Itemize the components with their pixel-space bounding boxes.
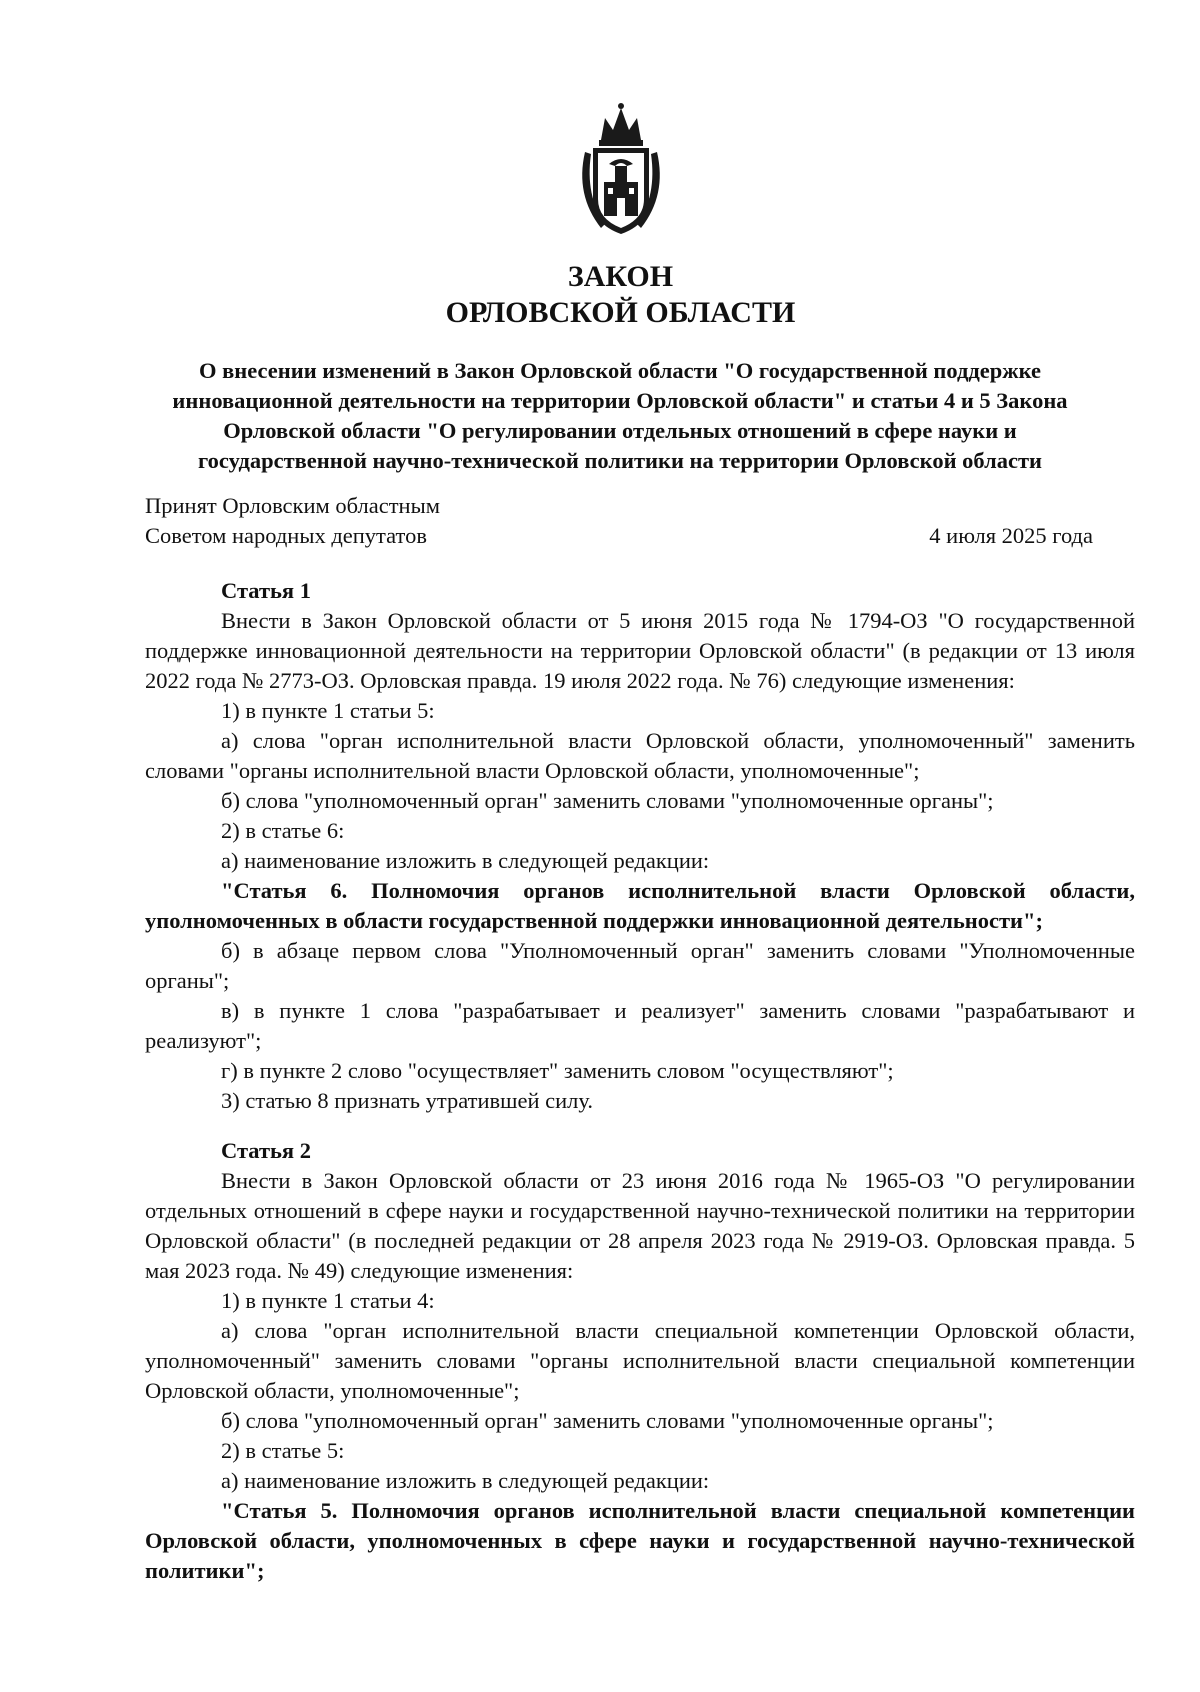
article-2-item: а) слова "орган исполнительной власти специальной компетенции Орловской области, уполномоченный" заменить словами "органы исполнительной власти специальной компетенции Орловской области, уполномоченные"; (145, 1318, 1135, 1403)
article-2-item: 1) в пункте 1 статьи 4: (221, 1288, 435, 1313)
article-1-item: 1) в пункте 1 статьи 5: (221, 698, 435, 723)
article-2-intro: Внести в Закон Орловской области от 23 июня 2016 года № 1965-ОЗ "О регулировании отдельных отношений в сфере науки и государственной научно-технической политики на территории Орловской области" (в последней редакции от 28 апреля 2023 года № 2919-ОЗ. Орловская правда. 5 мая 2023 года. № 49) следующие изменения: (145, 1168, 1135, 1283)
article-1-item: б) слова "уполномоченный орган" заменить словами "уполномоченные органы"; (221, 788, 994, 813)
article-1-item: 2) в статье 6: (221, 818, 345, 843)
article-2-item: б) слова "уполномоченный орган" заменить словами "уполномоченные органы"; (221, 1408, 994, 1433)
article-1-item: в) в пункте 1 слова "разрабатывает и реализует" заменить словами "разрабатывают и реализуют"; (145, 998, 1135, 1053)
coat-of-arms-icon (571, 100, 671, 240)
article-2 (145, 1136, 1135, 1586)
article-1-heading: Статья 1 (221, 578, 311, 603)
article-1-item: а) слова "орган исполнительной власти Орловской области, уполномоченный" заменить словами "органы исполнительной власти Орловской области, уполномоченные"; (145, 728, 1135, 783)
article-1-item: а) наименование изложить в следующей редакции: (221, 848, 710, 873)
law-title-line1: ЗАКОН (567, 260, 674, 293)
adoption-date: 4 июля 2025 года (929, 523, 1093, 548)
adoption-line2: Советом народных депутатов (145, 523, 427, 548)
article-1-item: г) в пункте 2 слово "осуществляет" заменить словом "осуществляют"; (221, 1058, 894, 1083)
article-1-item-bold: "Статья 6. Полномочия органов исполнительной власти Орловской области, уполномоченных в области государственной поддержки инновационной деятельности"; (145, 878, 1135, 933)
law-title-line2: ОРЛОВСКОЙ ОБЛАСТИ (445, 296, 796, 329)
law-subtitle: О внесении изменений в Закон Орловской области "О государственной поддержке инновационной деятельности на территории Орловской области" и статьи 4 и 5 Закона Орловской области "О регулировании отдельных отношений в сфере науки и государственной научно-технической политики на территории Орловской области (172, 358, 1068, 473)
article-1-item: 3) статью 8 признать утратившей силу. (221, 1088, 594, 1113)
article-1 (145, 576, 1135, 1116)
article-2-item-bold: "Статья 5. Полномочия органов исполнительной власти специальной компетенции Орловской области, уполномоченных в сфере науки и государственной научно-технической политики"; (145, 1498, 1135, 1583)
article-2-item: 2) в статье 5: (221, 1438, 345, 1463)
article-1-intro: Внести в Закон Орловской области от 5 июня 2015 года № 1794-ОЗ "О государственной поддержке инновационной деятельности на территории Орловской области" (в редакции от 13 июля 2022 года № 2773-ОЗ. Орловская правда. 19 июля 2022 года. № 76) следующие изменения: (145, 608, 1135, 693)
article-1-item: б) в абзаце первом слова "Уполномоченный орган" заменить словами "Уполномоченные органы"; (145, 938, 1135, 993)
article-2-heading: Статья 2 (221, 1138, 311, 1163)
article-2-item: а) наименование изложить в следующей редакции: (221, 1468, 710, 1493)
adoption-note (145, 491, 440, 551)
adoption-line1: Принят Орловским областным (145, 493, 440, 518)
